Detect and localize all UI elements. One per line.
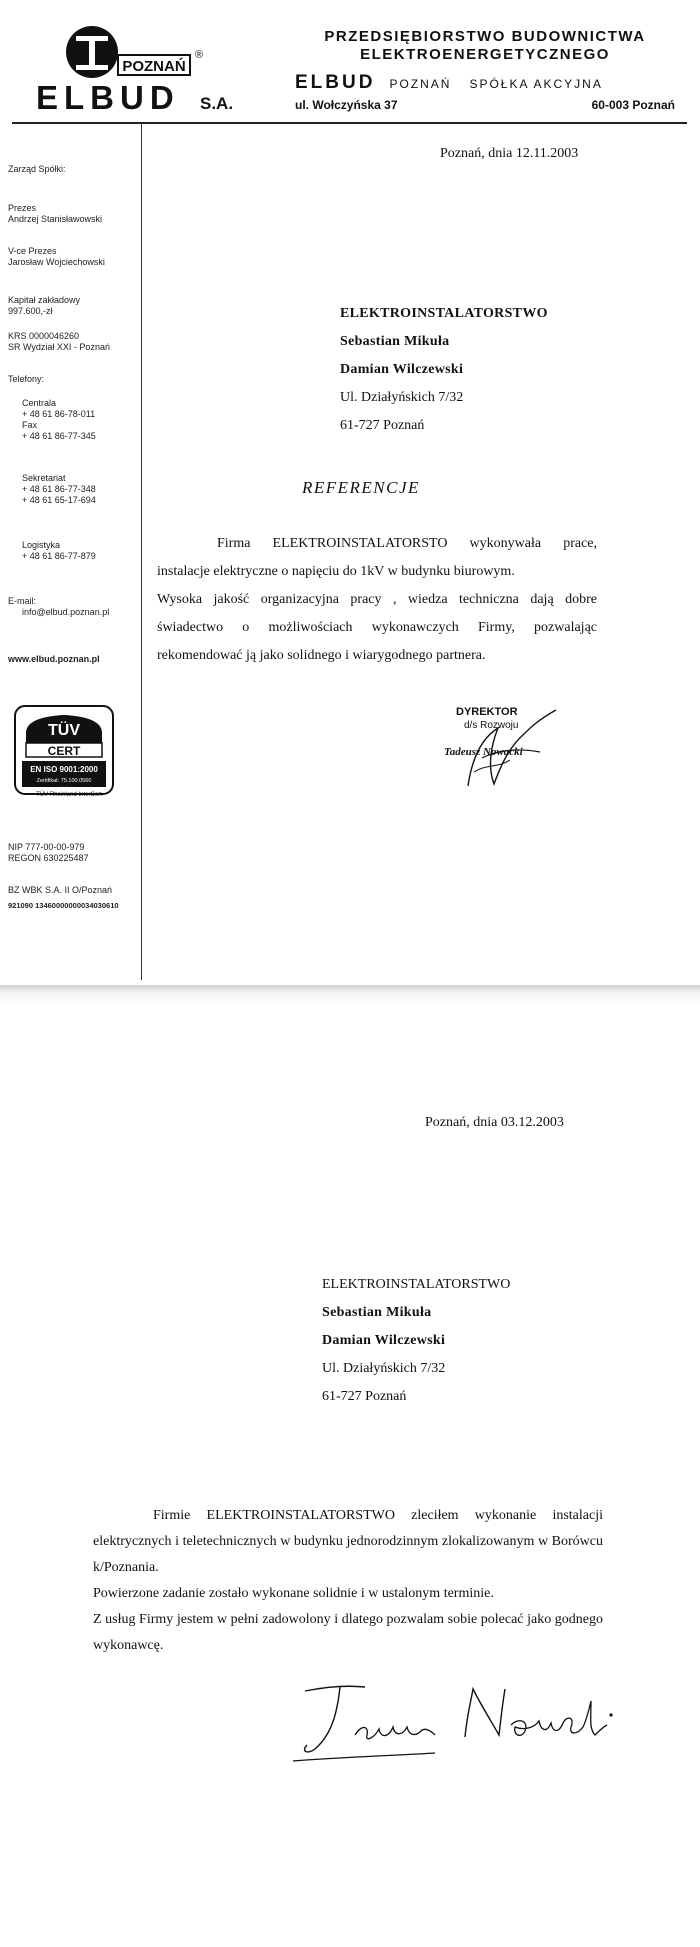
president-block — [8, 203, 136, 225]
company-name-line2: ELEKTROENERGETYCZNEGO — [360, 46, 610, 63]
secretariat-phone-2: + 48 61 65-17-694 — [22, 495, 96, 505]
addressee-company: ELEKTROINSTALATORSTWO — [340, 306, 548, 321]
addressee2-name-1: Sebastian Mikuła — [322, 1305, 432, 1320]
letter1-date: Poznań, dnia 12.11.2003 — [440, 146, 579, 161]
krs-number: KRS 0000046260 — [8, 331, 80, 341]
handwritten-signature-1 — [438, 698, 578, 790]
letter2-paragraph-1: Firmie ELEKTROINSTALATORSTWO zleciłem wykonanie instalacji elektrycznych i teletechnicznych w budynku jednorodzinnym zlokalizowanym w Borówcu k/Poznania. — [93, 1508, 603, 1575]
letter1-paragraph-1: Firma ELEKTROINSTALATORSTO wykonywała prace, instalacje elektryczne o napięciu do 1kV w budynku biurowym. — [157, 536, 597, 579]
addressee-street: Ul. Działyńskich 7/32 — [340, 390, 464, 405]
reference-letter-page-2 — [0, 1005, 700, 1947]
capital-block — [8, 295, 136, 317]
signature-name-stamp: Tadeusz Nowacki — [444, 746, 523, 758]
header-divider — [12, 122, 687, 124]
vice-president-name: Jarosław Wojciechowski — [8, 257, 105, 267]
logistics-block — [8, 540, 136, 562]
letter2-addressee — [322, 1271, 510, 1411]
fax-phone: + 48 61 86-77-345 — [22, 431, 96, 441]
sidebar-divider — [141, 122, 142, 980]
elbud-logo — [30, 14, 260, 114]
registry-block — [8, 331, 136, 353]
company-street: ul. Wołczyńska 37 — [295, 98, 398, 112]
certificate-number-text: Zertifikat: 75.100.0566 — [36, 778, 92, 784]
centrala-label: Centrala — [22, 398, 57, 408]
letter2-body — [93, 1503, 603, 1659]
secretariat-label: Sekretariat — [22, 473, 66, 483]
letter1-title: REFERENCJE — [302, 478, 420, 497]
centrala-block — [8, 398, 136, 442]
president-label: Prezes — [8, 203, 37, 213]
company-header — [295, 28, 675, 112]
logo-city-text: POZNAŃ — [122, 58, 186, 75]
addressee-name-2: Damian Wilczewski — [340, 362, 464, 377]
secretariat-block — [8, 473, 136, 506]
company-type: SPÓŁKA AKCYJNA — [469, 77, 603, 91]
bank-block — [8, 885, 136, 911]
company-address-line — [295, 98, 675, 112]
company-city: POZNAŃ — [389, 77, 452, 91]
board-label: Zarząd Spółki: — [8, 164, 66, 174]
tuv-text: TÜV — [48, 722, 80, 739]
company-name-line1: PRZEDSIĘBIORSTWO BUDOWNICTWA — [324, 28, 646, 45]
secretariat-phone-1: + 48 61 86-77-348 — [22, 484, 96, 494]
logo-registered-mark: ® — [195, 49, 204, 61]
addressee2-city: 61-727 Poznań — [322, 1389, 407, 1404]
signature-title: DYREKTOR — [456, 706, 518, 718]
fax-label: Fax — [22, 420, 38, 430]
letter2-paragraph-2: Powierzone zadanie zostało wykonane solidnie i w ustalonym terminie. — [93, 1586, 494, 1601]
letter1-addressee — [340, 300, 548, 440]
tuv-certificate-badge — [14, 705, 114, 795]
website: www.elbud.poznan.pl — [8, 654, 100, 664]
capital-value: 997.600,-zł — [8, 306, 53, 316]
email-address: info@elbud.poznan.pl — [22, 607, 110, 617]
bank-name: BZ WBK S.A. II O/Poznań — [8, 885, 113, 895]
iso-standard-text: EN ISO 9001:2000 — [30, 765, 98, 774]
addressee2-company: ELEKTROINSTALATORSTWO — [322, 1277, 511, 1292]
bank-account: 921090 13460000000034030610 — [8, 901, 119, 910]
addressee2-street: Ul. Działyńskich 7/32 — [322, 1361, 446, 1376]
registry-court: SR Wydział XXI - Poznań — [8, 342, 110, 352]
handwritten-signature-2 — [285, 1665, 625, 1775]
tuv-caption: TÜV Rheinland InterCert — [36, 792, 102, 798]
regon-number: REGON 630225487 — [8, 853, 89, 863]
president-name: Andrzej Stanisławowski — [8, 214, 103, 224]
addressee-city: 61-727 Poznań — [340, 418, 425, 433]
capital-label: Kapitał zakładowy — [8, 295, 81, 305]
company-postal: 60-003 Poznań — [591, 98, 675, 112]
letter2-paragraph-3: Z usług Firmy jestem w pełni zadowolony i dlatego pozwalam sobie polecać jako godnego wykonawcę. — [93, 1612, 603, 1653]
addressee2-name-2: Damian Wilczewski — [322, 1333, 446, 1348]
company-brand: ELBUD — [295, 72, 376, 93]
logistics-label: Logistyka — [22, 540, 61, 550]
addressee-name-1: Sebastian Mikuła — [340, 334, 450, 349]
logistics-phone: + 48 61 86-77-879 — [22, 551, 96, 561]
company-brand-line — [295, 72, 675, 94]
signature-subtitle: d/s Rozwoju — [464, 720, 519, 731]
centrala-phone: + 48 61 86-78-011 — [22, 409, 96, 419]
nip-number: NIP 777-00-00-979 — [8, 842, 85, 852]
logo-brand-text: ELBUD — [36, 79, 180, 114]
tax-block — [8, 842, 136, 864]
cert-text: CERT — [47, 744, 81, 758]
vice-president-block — [8, 246, 136, 268]
letter2-date: Poznań, dnia 03.12.2003 — [425, 1115, 564, 1130]
email-block — [8, 596, 136, 618]
logo-suffix-text: S.A. — [200, 94, 234, 113]
phones-label: Telefony: — [8, 374, 45, 384]
letter1-body — [157, 530, 597, 670]
letter1-signature-block — [438, 698, 578, 790]
letter1-paragraph-2: Wysoka jakość organizacyjna pracy , wiedza techniczna dają dobre świadectwo o możliwościach wykonawczych Firmy, pozwalając rekomendować ją jako solidnego i wiarygodnego partnera. — [157, 592, 597, 663]
page-separator — [0, 985, 700, 1005]
vice-president-label: V-ce Prezes — [8, 246, 57, 256]
email-label: E-mail: — [8, 596, 37, 606]
